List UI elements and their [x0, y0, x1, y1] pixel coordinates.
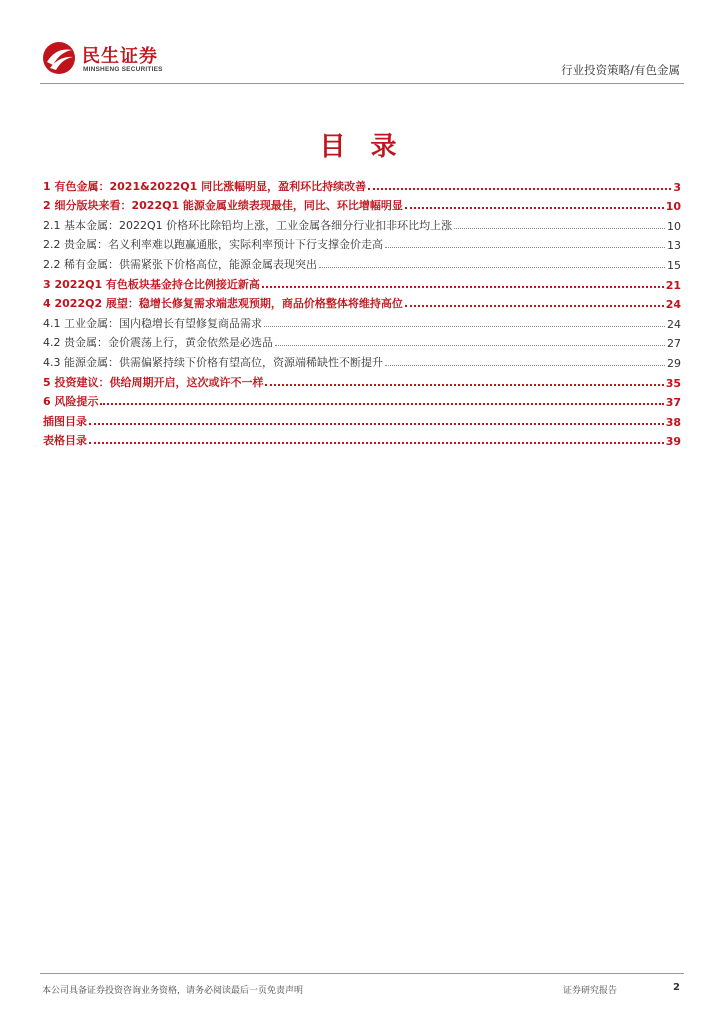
toc-leader-dots	[405, 305, 664, 307]
footer-divider	[40, 973, 684, 974]
toc-leader-dots	[319, 267, 665, 268]
footer-disclaimer: 本公司具备证券投资咨询业务资格，请务必阅读最后一页免责声明	[42, 986, 304, 996]
toc-leader-dots	[265, 384, 663, 386]
toc-entry-text: 4 2022Q2 展望：稳增长修复需求端悲观预期，商品价格整体将维持高位	[43, 297, 403, 311]
toc-entry-page: 27	[667, 337, 681, 351]
page-number: 2	[673, 982, 680, 993]
toc-leader-dots	[275, 345, 665, 346]
toc-entry[interactable]	[43, 390, 681, 410]
toc-leader-dots	[385, 365, 665, 366]
toc-entry-text: 2.2 稀有金属：供需紧张下价格高位，能源金属表现突出	[43, 257, 317, 271]
toc-leader-dots	[264, 326, 665, 327]
toc-leader-dots	[89, 442, 664, 444]
toc-entry[interactable]	[43, 174, 681, 194]
toc-entry-text: 5 投资建议：供给周期开启，这次或许不一样	[43, 375, 264, 389]
toc-entry-text: 表格目录	[43, 434, 87, 448]
toc-entry-page: 21	[665, 278, 681, 292]
toc-leader-dots	[100, 403, 663, 405]
toc-entry[interactable]	[43, 311, 681, 331]
toc-leader-dots	[368, 188, 671, 190]
toc-entry-text: 6 风险提示	[43, 395, 99, 409]
toc-entry[interactable]	[43, 370, 681, 390]
toc-leader-dots	[262, 286, 664, 288]
toc-entry-page: 3	[673, 180, 681, 194]
table-of-contents	[43, 174, 681, 448]
toc-leader-dots	[454, 228, 665, 229]
toc-leader-dots	[385, 247, 665, 248]
toc-entry[interactable]	[43, 194, 681, 214]
toc-entry[interactable]	[43, 233, 681, 253]
toc-entry[interactable]	[43, 409, 681, 429]
toc-entry-page: 29	[667, 356, 681, 370]
minsheng-logo-icon	[42, 41, 76, 75]
toc-entry[interactable]	[43, 292, 681, 312]
toc-entry-text: 2 细分版块来看：2022Q1 能源金属业绩表现最佳，同比、环比增幅明显	[43, 199, 403, 213]
toc-entry-page: 15	[667, 258, 681, 272]
toc-entry-page: 13	[667, 239, 681, 253]
toc-entry[interactable]	[43, 331, 681, 351]
toc-entry-text: 2.1 基本金属：2022Q1 价格环比除铅均上涨，工业金属各细分行业扣非环比均上涨	[43, 218, 453, 232]
toc-entry-text: 1 有色金属：2021&2022Q1 同比涨幅明显，盈利环比持续改善	[43, 179, 367, 193]
header-divider	[40, 83, 684, 84]
toc-entry[interactable]	[43, 272, 681, 292]
toc-entry[interactable]	[43, 350, 681, 370]
report-category: 行业投资策略/有色金属	[561, 63, 680, 77]
toc-title: 目 录	[319, 132, 405, 162]
toc-entry-page: 10	[665, 200, 681, 214]
toc-entry-text: 4.3 能源金属：供需偏紧持续下价格有望高位，资源端稀缺性不断提升	[43, 355, 383, 369]
toc-entry-page: 10	[667, 219, 681, 233]
toc-entry[interactable]	[43, 252, 681, 272]
logo-english-name: MINSHENG SECURITIES	[83, 66, 163, 73]
page-header	[40, 36, 684, 84]
toc-entry-text: 2.2 贵金属：名义利率难以跑赢通胀，实际利率预计下行支撑金价走高	[43, 238, 383, 252]
logo-chinese-name: 民生证券	[82, 46, 158, 67]
company-logo	[42, 40, 192, 80]
toc-entry-text: 4.2 贵金属：金价震荡上行，黄金依然是必选品	[43, 336, 273, 350]
toc-entry-page: 39	[665, 435, 681, 449]
toc-leader-dots	[405, 207, 664, 209]
toc-entry-page: 38	[665, 415, 681, 429]
toc-entry[interactable]	[43, 213, 681, 233]
toc-entry[interactable]	[43, 429, 681, 449]
toc-entry-page: 24	[665, 298, 681, 312]
footer-report-type: 证券研究报告	[563, 986, 618, 996]
toc-entry-text: 插图目录	[43, 414, 87, 428]
toc-entry-text: 4.1 工业金属：国内稳增长有望修复商品需求	[43, 316, 262, 330]
toc-entry-text: 3 2022Q1 有色板块基金持仓比例接近新高	[43, 277, 260, 291]
toc-entry-page: 35	[665, 376, 681, 390]
toc-entry-page: 24	[667, 317, 681, 331]
toc-entry-page: 37	[665, 396, 681, 410]
toc-leader-dots	[89, 423, 664, 425]
